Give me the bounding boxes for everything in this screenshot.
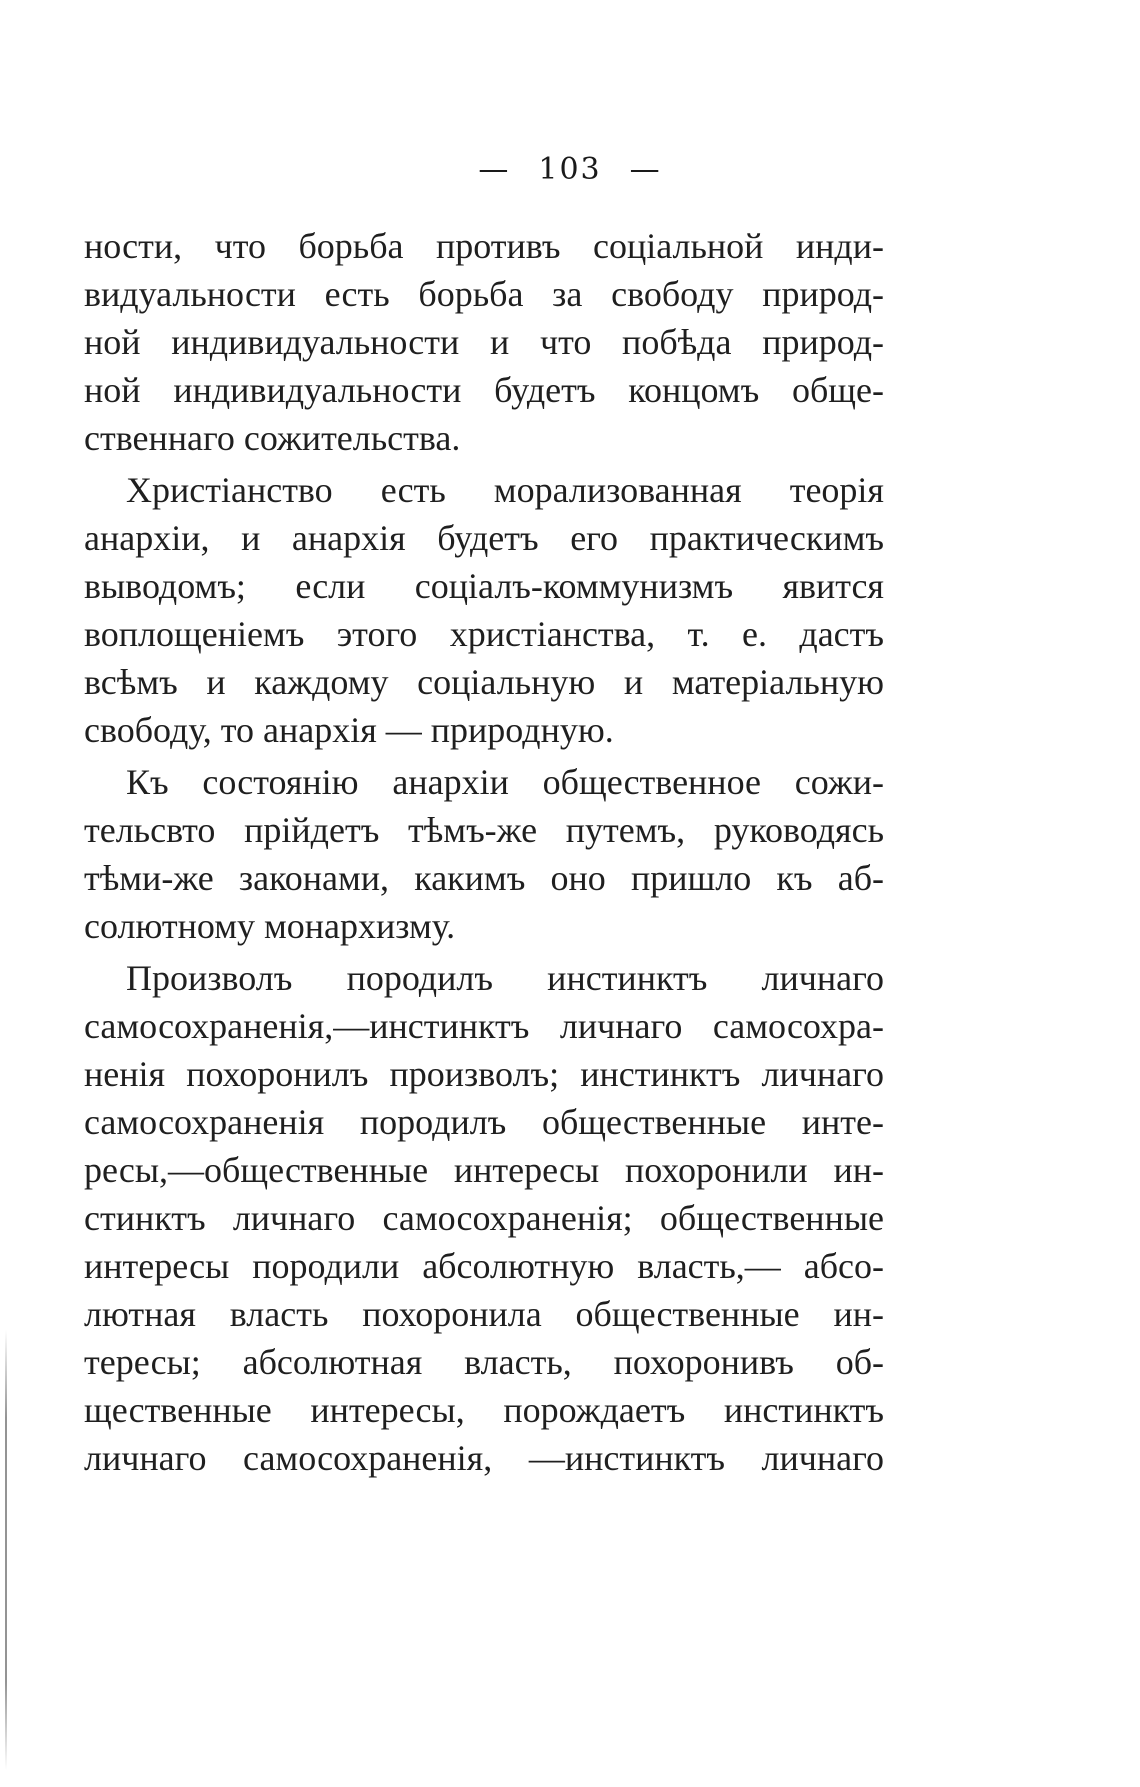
page-number-dash-right: —: [629, 152, 662, 187]
text-line: ной индивидуальности будетъ концомъ обще-: [84, 370, 884, 410]
paragraph-4: [84, 954, 884, 1482]
text-line: самосохраненія породилъ общественные инте-: [84, 1102, 884, 1142]
page-number-dash-left: —: [478, 152, 511, 187]
text-line: тересы; абсолютная власть, похоронивъ об-: [84, 1342, 884, 1382]
page-number: 103: [538, 152, 602, 187]
text-line: выводомъ; если соціалъ-коммунизмъ явится: [84, 566, 884, 606]
text-line: свободу, то анархія — природную.: [84, 710, 614, 750]
text-line: видуальности есть борьба за свободу природ-: [84, 274, 884, 314]
body-text: [84, 222, 884, 1482]
text-line: всѣмъ и каждому соціальную и матеріальную: [84, 662, 884, 702]
text-line: солютному монархизму.: [84, 906, 456, 946]
text-line: Христіанство есть морализованная теорія: [126, 470, 884, 510]
text-line: анархіи, и анархія будетъ его практическимъ: [84, 518, 884, 558]
text-line: ной индивидуальности и что побѣда природ-: [84, 322, 884, 362]
paragraph-1: [84, 222, 884, 462]
text-line: стинктъ личнаго самосохраненія; общественные: [84, 1198, 884, 1238]
text-line: ненія похоронилъ произволъ; инстинктъ личнаго: [84, 1054, 884, 1094]
paragraph-2: [84, 466, 884, 754]
paragraph-3: [84, 758, 884, 950]
text-line: щественные интересы, порождаетъ инстинктъ: [84, 1390, 884, 1430]
page-number-header: [0, 152, 1140, 187]
page-edge-shadow: [5, 1330, 7, 1770]
text-line: ности, что борьба противъ соціальной инди-: [84, 226, 884, 266]
text-line: тѣми-же законами, какимъ оно пришло къ аб-: [84, 858, 884, 898]
text-line: Къ состоянію анархіи общественное сожи-: [126, 762, 884, 802]
text-line: лютная власть похоронила общественные ин-: [84, 1294, 884, 1334]
text-line: Произволъ породилъ инстинктъ личнаго: [126, 958, 884, 998]
text-line: воплощеніемъ этого христіанства, т. е. дастъ: [84, 614, 884, 654]
text-line: ственнаго сожительства.: [84, 418, 461, 458]
text-line: ресы,—общественные интересы похоронили ин-: [84, 1150, 884, 1190]
text-line: интересы породили абсолютную власть,— абсо-: [84, 1246, 884, 1286]
text-line: тельсвто прійдетъ тѣмъ-же путемъ, руководясь: [84, 810, 884, 850]
text-line: самосохраненія,—инстинктъ личнаго самосохра-: [84, 1006, 884, 1046]
text-line: личнаго самосохраненія, —инстинктъ личнаго: [84, 1438, 884, 1478]
